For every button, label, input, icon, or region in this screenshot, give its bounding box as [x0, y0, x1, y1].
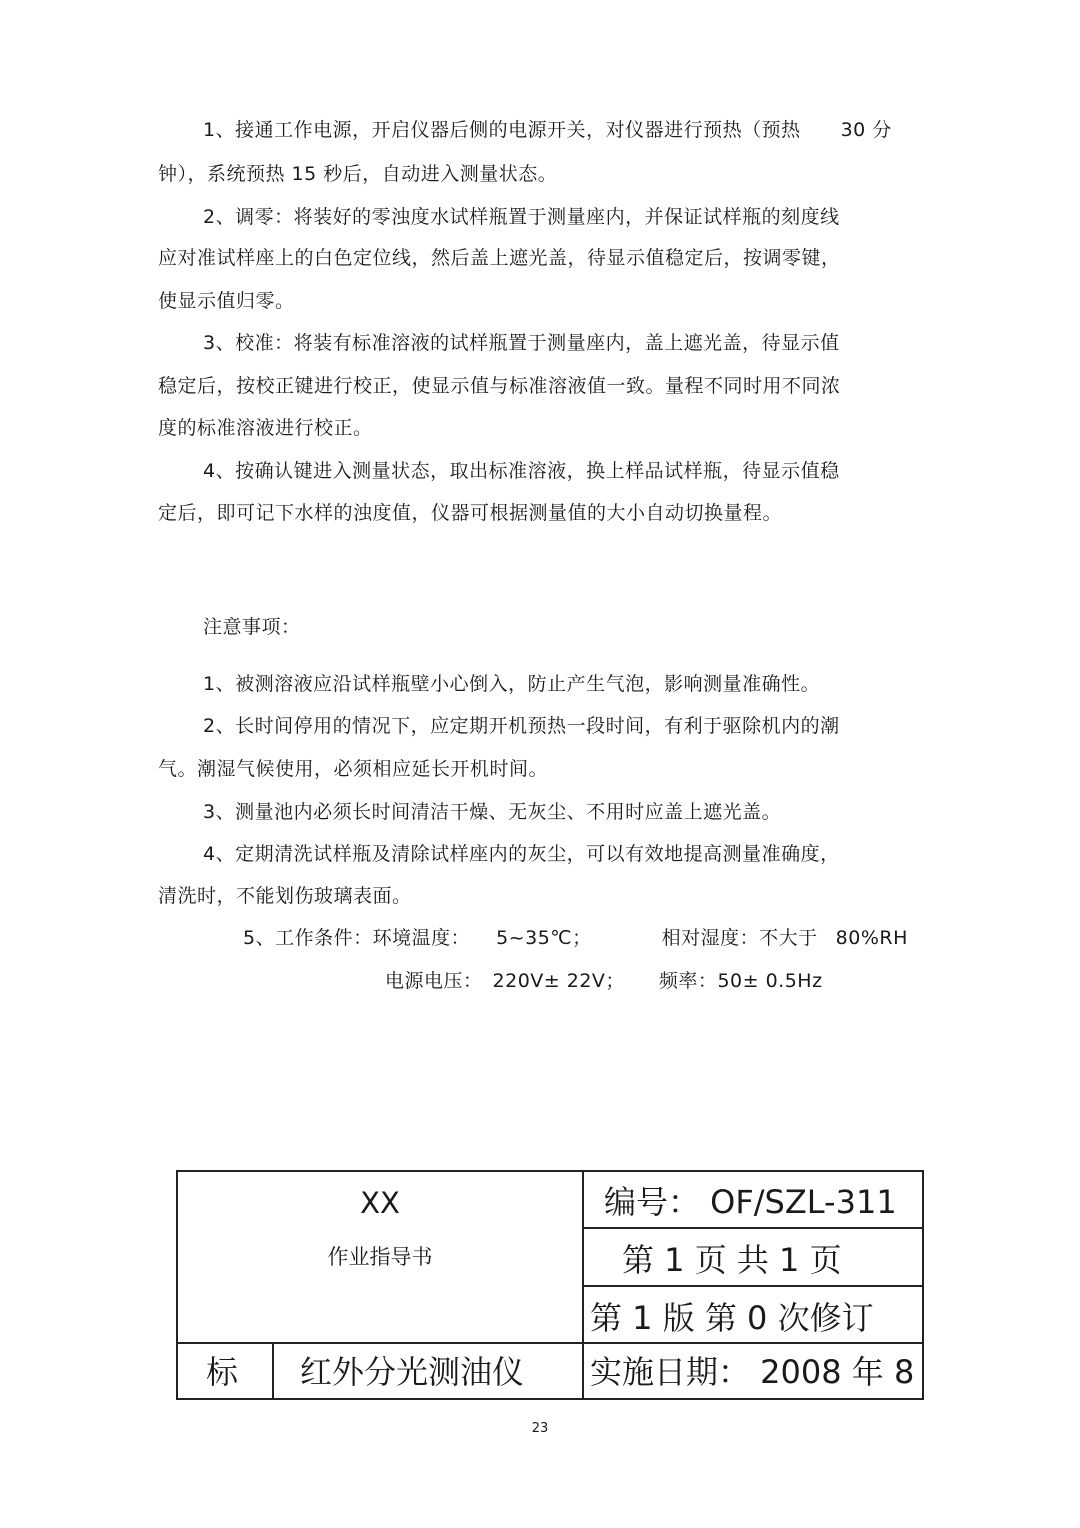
note5-freq: 50± 0.5Hz: [717, 970, 823, 992]
company-name: XX: [360, 1186, 400, 1220]
note4-line1: 4、定期清洗试样瓶及清除试样座内的灰尘，可以有效地提高测量准确度，: [203, 843, 840, 865]
note4-line2: 清洗时，不能划伤玻璃表面。: [158, 885, 412, 907]
note5-voltage: 220V± 22V；: [492, 970, 625, 992]
table-row-line-2: [582, 1285, 922, 1287]
note3: 3、测量池内必须长时间清洁干燥、无灰尘、不用时应盖上遮光盖。: [203, 801, 782, 823]
note5-temp: 5~35℃；: [496, 927, 592, 949]
table-row-line-1: [582, 1227, 922, 1229]
step3-line2: 稳定后，按校正键进行校正，使显示值与标准溶液值一致。量程不同时用不同浓: [158, 375, 841, 397]
note2-line2: 气。潮湿气候使用，必须相应延长开机时间。: [158, 758, 549, 780]
page-count: 第 1 页 共 1 页: [622, 1241, 842, 1279]
step2-line2: 应对准试样座上的白色定位线，然后盖上遮光盖，待显示值稳定后，按调零键，: [158, 247, 841, 269]
step1-line1: [203, 118, 892, 142]
note2-line1: 2、长时间停用的情况下，应定期开机预热一段时间，有利于驱除机内的潮: [203, 715, 840, 737]
step3-line1: 3、校准：将装有标准溶液的试样瓶置于测量座内，盖上遮光盖，待显示值: [203, 332, 840, 354]
note5-humidity: 80%RH: [835, 927, 908, 949]
note1: 1、被测溶液应沿试样瓶壁小心倒入，防止产生气泡，影响测量准确性。: [203, 673, 821, 695]
edition-revision: 第 1 版 第 0 次修订: [590, 1299, 874, 1337]
note5-freq-label: 频率：: [658, 970, 718, 992]
step1-line1-tail: 30 分: [840, 119, 892, 141]
table-divider-title: [272, 1342, 274, 1398]
note5-line2: [385, 969, 823, 993]
step1-line1-text: 1、接通工作电源，开启仪器后侧的电源开关，对仪器进行预热（预热: [203, 119, 801, 141]
note5-line1: [243, 926, 908, 950]
note5-voltage-label: 电源电压：: [385, 970, 483, 992]
step2-line1: 2、调零：将装好的零浊度水试样瓶置于测量座内，并保证试样瓶的刻度线: [203, 206, 840, 228]
document-info-table: [176, 1170, 924, 1400]
notes-heading: 注意事项：: [203, 616, 301, 638]
document-number: 编号： OF/SZL-311: [604, 1183, 897, 1221]
step4-line1: 4、按确认键进入测量状态，取出标准溶液，换上样品试样瓶，待显示值稳: [203, 460, 840, 482]
instrument-title: 红外分光测油仪: [300, 1353, 525, 1391]
note5-label: 5、工作条件：环境温度：: [243, 927, 471, 949]
step4-line2: 定后，即可记下水样的浊度值，仪器可根据测量值的大小自动切换量程。: [158, 502, 783, 524]
step1-line2: 钟），系统预热 15 秒后，自动进入测量状态。: [158, 163, 558, 185]
title-label: 标: [206, 1353, 239, 1391]
step3-line3: 度的标准溶液进行校正。: [158, 417, 373, 439]
page-number: 23: [531, 1421, 549, 1436]
document-type: 作业指导书: [327, 1245, 433, 1269]
implementation-date: 实施日期： 2008 年 8: [590, 1353, 915, 1391]
step2-line3: 使显示值归零。: [158, 290, 295, 312]
table-row-line-3: [178, 1342, 922, 1344]
note5-humidity-label: 相对湿度：不大于: [661, 927, 818, 949]
